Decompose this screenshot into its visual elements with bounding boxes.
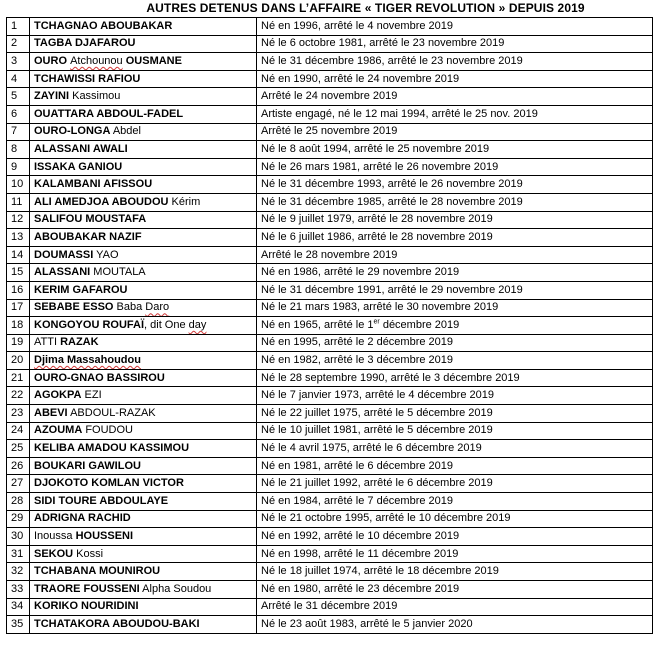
table-row bbox=[7, 53, 653, 71]
detainee-name bbox=[30, 387, 257, 405]
rows.2.name-segment: OUSMANE bbox=[125, 54, 182, 67]
rows.26.name-segment: DJOKOTO KOMLAN VICTOR bbox=[34, 477, 184, 490]
detainees-table bbox=[6, 17, 653, 634]
rows.18.info-segment: Né en 1995, arrêté le 2 décembre 2019 bbox=[261, 336, 454, 349]
rows.2.name-segment: Atchounou bbox=[70, 54, 123, 67]
detainee-name bbox=[30, 475, 257, 493]
row-number: 5 bbox=[7, 88, 30, 106]
detainee-details bbox=[257, 264, 653, 282]
rows.16.name-segment: Daro bbox=[145, 301, 170, 314]
detainee-name bbox=[30, 211, 257, 229]
table-row bbox=[7, 264, 653, 282]
detainee-details bbox=[257, 193, 653, 211]
row-number: 20 bbox=[7, 352, 30, 370]
rows.0.info-segment: Né en 1996, arrêté le 4 novembre 2019 bbox=[261, 19, 454, 32]
rows.29.name-segment: Inoussa bbox=[34, 530, 76, 543]
detainee-details bbox=[257, 299, 653, 317]
rows.20.info-segment: Né le 28 septembre 1990, arrêté le 3 décembre 2019 bbox=[261, 371, 520, 384]
row-number: 27 bbox=[7, 475, 30, 493]
rows.17.name-segment: day bbox=[188, 318, 207, 331]
rows.19.info-segment: Né en 1982, arrêté le 3 décembre 2019 bbox=[261, 354, 454, 367]
rows.32.info-segment: Né en 1980, arrêté le 23 décembre 2019 bbox=[261, 582, 460, 595]
rows.29.info-segment: Né en 1992, arrêté le 10 décembre 2019 bbox=[261, 530, 460, 543]
row-number: 3 bbox=[7, 53, 30, 71]
row-number: 14 bbox=[7, 246, 30, 264]
rows.21.info-segment: Né le 7 janvier 1973, arrêté le 4 décembre 2019 bbox=[261, 389, 494, 402]
detainee-details bbox=[257, 105, 653, 123]
detainee-details bbox=[257, 598, 653, 616]
row-number: 26 bbox=[7, 457, 30, 475]
table-row bbox=[7, 123, 653, 141]
row-number: 4 bbox=[7, 70, 30, 88]
detainee-name bbox=[30, 510, 257, 528]
detainee-name bbox=[30, 440, 257, 458]
detainee-name bbox=[30, 528, 257, 546]
detainee-details bbox=[257, 563, 653, 581]
row-number: 23 bbox=[7, 405, 30, 423]
detainee-details bbox=[257, 18, 653, 36]
row-number: 30 bbox=[7, 528, 30, 546]
detainee-details bbox=[257, 457, 653, 475]
rows.25.info-segment: Né en 1981, arrêté le 6 décembre 2019 bbox=[261, 459, 454, 472]
rows.17.name-segment: KONGOYOU ROUFAÏ bbox=[34, 318, 145, 331]
table-row bbox=[7, 616, 653, 634]
detainee-details bbox=[257, 158, 653, 176]
detainee-details bbox=[257, 211, 653, 229]
detainee-name bbox=[30, 352, 257, 370]
detainee-details bbox=[257, 70, 653, 88]
detainee-details bbox=[257, 475, 653, 493]
rows.7.name-segment: ALASSANI AWALI bbox=[34, 142, 128, 155]
table-row bbox=[7, 440, 653, 458]
rows.18.name-segment: RAZAK bbox=[60, 336, 99, 349]
detainee-name bbox=[30, 18, 257, 36]
rows.12.name-segment: ABOUBAKAR NAZIF bbox=[34, 230, 142, 243]
table-row bbox=[7, 229, 653, 247]
rows.23.info-segment: Né le 10 juillet 1981, arrêté le 5 décembre 2019 bbox=[261, 424, 493, 437]
detainee-details bbox=[257, 440, 653, 458]
rows.23.name-segment: FOUDOU bbox=[82, 424, 134, 437]
rows.22.info-segment: Né le 22 juillet 1975, arrêté le 5 décembre 2019 bbox=[261, 406, 493, 419]
table-row bbox=[7, 141, 653, 159]
detainee-details bbox=[257, 405, 653, 423]
table-row bbox=[7, 246, 653, 264]
detainee-details bbox=[257, 246, 653, 264]
rows.13.info-segment: Arrêté le 28 novembre 2019 bbox=[261, 248, 398, 261]
rows.31.info-segment: Né le 18 juillet 1974, arrêté le 18 décembre 2019 bbox=[261, 565, 499, 578]
detainee-name bbox=[30, 281, 257, 299]
detainee-details bbox=[257, 493, 653, 511]
detainee-name bbox=[30, 457, 257, 475]
rows.17.info-segment: Né en 1965, arrêté le 1 bbox=[261, 318, 374, 331]
rows.2.name-segment: OURO bbox=[34, 54, 71, 67]
rows.6.name-segment: Abdel bbox=[110, 125, 141, 138]
row-number: 11 bbox=[7, 193, 30, 211]
detainee-details bbox=[257, 88, 653, 106]
table-row bbox=[7, 334, 653, 352]
detainee-details bbox=[257, 123, 653, 141]
rows.21.name-segment: AGOKPA bbox=[34, 389, 82, 402]
rows.0.name-segment: TCHAGNAO ABOUBAKAR bbox=[34, 19, 173, 32]
rows.21.name-segment: EZI bbox=[81, 389, 102, 402]
rows.17.info-segment: er bbox=[373, 318, 380, 326]
row-number: 15 bbox=[7, 264, 30, 282]
rows.13.name-segment: YAO bbox=[93, 248, 119, 261]
table-row bbox=[7, 510, 653, 528]
row-number: 25 bbox=[7, 440, 30, 458]
detainee-details bbox=[257, 528, 653, 546]
rows.18.name-segment: ATTI bbox=[34, 336, 61, 349]
detainee-name bbox=[30, 70, 257, 88]
table-row bbox=[7, 387, 653, 405]
table-row bbox=[7, 70, 653, 88]
detainee-details bbox=[257, 35, 653, 53]
table-row bbox=[7, 457, 653, 475]
row-number: 19 bbox=[7, 334, 30, 352]
rows.11.name-segment: SALIFOU MOUSTAFA bbox=[34, 213, 147, 226]
rows.20.name-segment: OURO-GNAO BASSIROU bbox=[34, 371, 165, 384]
document-title: AUTRES DETENUS DANS L’AFFAIRE « TIGER REVOLUTION » DEPUIS 2019 bbox=[146, 1, 585, 15]
table-row bbox=[7, 369, 653, 387]
row-number: 35 bbox=[7, 616, 30, 634]
rows.32.name-segment: Alpha Soudou bbox=[139, 582, 212, 595]
rows.30.name-segment: Kossi bbox=[73, 547, 104, 560]
rows.14.name-segment: MOUTALA bbox=[90, 266, 146, 279]
rows.17.info-segment: décembre 2019 bbox=[379, 318, 460, 331]
rows.4.name-segment: Kassimou bbox=[69, 90, 121, 103]
detainee-name bbox=[30, 141, 257, 159]
rows.15.info-segment: Né le 31 décembre 1991, arrêté le 29 novembre 2019 bbox=[261, 283, 523, 296]
row-number: 8 bbox=[7, 141, 30, 159]
rows.1.info-segment: Né le 6 octobre 1981, arrêté le 23 novembre 2019 bbox=[261, 37, 505, 50]
detainee-name bbox=[30, 317, 257, 335]
detainee-name bbox=[30, 123, 257, 141]
rows.9.name-segment: KALAMBANI AFISSOU bbox=[34, 178, 153, 191]
rows.23.name-segment: AZOUMA bbox=[34, 424, 83, 437]
table-row bbox=[7, 493, 653, 511]
rows.10.name-segment: ALI AMEDJOA ABOUDOU bbox=[34, 195, 169, 208]
detainee-details bbox=[257, 176, 653, 194]
detainee-name bbox=[30, 545, 257, 563]
table-row bbox=[7, 158, 653, 176]
detainee-name bbox=[30, 176, 257, 194]
rows.29.name-segment: HOUSSENI bbox=[75, 530, 134, 543]
rows.34.info-segment: Né le 23 août 1983, arrêté le 5 janvier 2020 bbox=[261, 617, 473, 630]
detainee-name bbox=[30, 581, 257, 599]
rows.32.name-segment: TRAORE FOUSSENI bbox=[34, 582, 140, 595]
rows.12.info-segment: Né le 6 juillet 1986, arrêté le 28 novembre 2019 bbox=[261, 230, 493, 243]
rows.2.info-segment: Né le 31 décembre 1986, arrêté le 23 novembre 2019 bbox=[261, 54, 523, 67]
rows.7.info-segment: Né le 8 août 1994, arrêté le 25 novembre 2019 bbox=[261, 142, 490, 155]
rows.22.name-segment: ABDOUL-RAZAK bbox=[67, 406, 156, 419]
table-row bbox=[7, 18, 653, 36]
table-row bbox=[7, 563, 653, 581]
table-row bbox=[7, 211, 653, 229]
detainee-details bbox=[257, 317, 653, 335]
row-number: 22 bbox=[7, 387, 30, 405]
rows.1.name-segment: TAGBA DJAFAROU bbox=[34, 37, 136, 50]
detainee-details bbox=[257, 141, 653, 159]
row-number: 13 bbox=[7, 229, 30, 247]
table-row bbox=[7, 475, 653, 493]
rows.26.info-segment: Né le 21 juillet 1992, arrêté le 6 décembre 2019 bbox=[261, 477, 493, 490]
rows.16.name-segment: Baba bbox=[113, 301, 146, 314]
table-row bbox=[7, 176, 653, 194]
row-number: 24 bbox=[7, 422, 30, 440]
detainee-details bbox=[257, 229, 653, 247]
table-row bbox=[7, 105, 653, 123]
rows.8.info-segment: Né le 26 mars 1981, arrêté le 26 novembre 2019 bbox=[261, 160, 499, 173]
detainee-name bbox=[30, 105, 257, 123]
row-number: 29 bbox=[7, 510, 30, 528]
rows.9.info-segment: Né le 31 décembre 1993, arrêté le 26 novembre 2019 bbox=[261, 178, 523, 191]
rows.3.info-segment: Né en 1990, arrêté le 24 novembre 2019 bbox=[261, 72, 460, 85]
detainee-name bbox=[30, 334, 257, 352]
rows.5.name-segment: OUATTARA ABDOUL-FADEL bbox=[34, 107, 184, 120]
row-number: 12 bbox=[7, 211, 30, 229]
rows.24.info-segment: Né le 4 avril 1975, arrêté le 6 décembre 2019 bbox=[261, 442, 482, 455]
rows.16.info-segment: Né le 21 mars 1983, arrêté le 30 novembre 2019 bbox=[261, 301, 499, 314]
rows.3.name-segment: TCHAWISSI RAFIOU bbox=[34, 72, 141, 85]
row-number: 21 bbox=[7, 369, 30, 387]
row-number: 31 bbox=[7, 545, 30, 563]
detainee-details bbox=[257, 369, 653, 387]
rows.28.name-segment: ADRIGNA RACHID bbox=[34, 512, 131, 525]
row-number: 18 bbox=[7, 317, 30, 335]
row-number: 7 bbox=[7, 123, 30, 141]
row-number: 16 bbox=[7, 281, 30, 299]
detainee-name bbox=[30, 299, 257, 317]
detainees-table-body bbox=[7, 18, 653, 634]
rows.25.name-segment: BOUKARI GAWILOU bbox=[34, 459, 141, 472]
detainee-name bbox=[30, 158, 257, 176]
detainee-name bbox=[30, 369, 257, 387]
rows.6.info-segment: Arrêté le 25 novembre 2019 bbox=[261, 125, 398, 138]
detainee-name bbox=[30, 246, 257, 264]
row-number: 17 bbox=[7, 299, 30, 317]
row-number: 1 bbox=[7, 18, 30, 36]
rows.10.name-segment: Kérim bbox=[168, 195, 201, 208]
row-number: 2 bbox=[7, 35, 30, 53]
rows.27.name-segment: SIDI TOURE ABDOULAYE bbox=[34, 494, 169, 507]
detainee-details bbox=[257, 581, 653, 599]
detainee-name bbox=[30, 405, 257, 423]
rows.28.info-segment: Né le 21 octobre 1995, arrêté le 10 décembre 2019 bbox=[261, 512, 511, 525]
rows.5.info-segment: Artiste engagé, né le 12 mai 1994, arrêté le 25 nov. 2019 bbox=[261, 107, 538, 120]
rows.14.info-segment: Né en 1986, arrêté le 29 novembre 2019 bbox=[261, 266, 460, 279]
detainee-details bbox=[257, 352, 653, 370]
detainee-name bbox=[30, 229, 257, 247]
rows.31.name-segment: TCHABANA MOUNIROU bbox=[34, 565, 161, 578]
table-row bbox=[7, 281, 653, 299]
table-row bbox=[7, 88, 653, 106]
rows.14.name-segment: ALASSANI bbox=[34, 266, 91, 279]
rows.22.name-segment: ABEVI bbox=[34, 406, 68, 419]
detainee-name bbox=[30, 88, 257, 106]
table-row bbox=[7, 193, 653, 211]
detainee-name bbox=[30, 264, 257, 282]
rows.27.info-segment: Né en 1984, arrêté le 7 décembre 2019 bbox=[261, 494, 454, 507]
rows.24.name-segment: KELIBA AMADOU KASSIMOU bbox=[34, 442, 190, 455]
detainee-name bbox=[30, 422, 257, 440]
detainee-name bbox=[30, 493, 257, 511]
table-row bbox=[7, 528, 653, 546]
rows.34.name-segment: TCHATAKORA ABOUDOU-BAKI bbox=[34, 617, 200, 630]
rows.11.info-segment: Né le 9 juillet 1979, arrêté le 28 novembre 2019 bbox=[261, 213, 493, 226]
table-row bbox=[7, 35, 653, 53]
row-number: 10 bbox=[7, 176, 30, 194]
row-number: 33 bbox=[7, 581, 30, 599]
detainee-details bbox=[257, 281, 653, 299]
rows.30.name-segment: SEKOU bbox=[34, 547, 74, 560]
detainee-name bbox=[30, 598, 257, 616]
row-number: 34 bbox=[7, 598, 30, 616]
detainee-details bbox=[257, 616, 653, 634]
row-number: 9 bbox=[7, 158, 30, 176]
table-row bbox=[7, 405, 653, 423]
detainee-name bbox=[30, 193, 257, 211]
detainee-details bbox=[257, 422, 653, 440]
detainee-name bbox=[30, 35, 257, 53]
table-row bbox=[7, 352, 653, 370]
detainee-details bbox=[257, 545, 653, 563]
rows.30.info-segment: Né en 1998, arrêté le 11 décembre 2019 bbox=[261, 547, 459, 560]
rows.4.name-segment: ZAYINI bbox=[34, 90, 70, 103]
rows.33.name-segment: KORIKO NOURIDINI bbox=[34, 600, 139, 613]
rows.19.name-segment: Djima Massahoudou bbox=[34, 354, 141, 367]
detainee-details bbox=[257, 387, 653, 405]
rows.13.name-segment: DOUMASSI bbox=[34, 248, 94, 261]
detainee-name bbox=[30, 53, 257, 71]
table-row bbox=[7, 545, 653, 563]
table-row bbox=[7, 422, 653, 440]
detainee-details bbox=[257, 334, 653, 352]
rows.8.name-segment: ISSAKA GANIOU bbox=[34, 160, 123, 173]
table-row bbox=[7, 581, 653, 599]
row-number: 6 bbox=[7, 105, 30, 123]
detainee-name bbox=[30, 563, 257, 581]
detainee-name bbox=[30, 616, 257, 634]
rows.15.name-segment: KERIM GAFAROU bbox=[34, 283, 128, 296]
detainee-details bbox=[257, 53, 653, 71]
table-row bbox=[7, 598, 653, 616]
rows.33.info-segment: Arrêté le 31 décembre 2019 bbox=[261, 600, 398, 613]
rows.17.name-segment: , dit One bbox=[144, 318, 189, 331]
rows.16.name-segment: SEBABE ESSO bbox=[34, 301, 114, 314]
table-row bbox=[7, 317, 653, 335]
rows.10.info-segment: Né le 31 décembre 1985, arrêté le 28 novembre 2019 bbox=[261, 195, 523, 208]
table-row bbox=[7, 299, 653, 317]
rows.6.name-segment: OURO-LONGA bbox=[34, 125, 111, 138]
row-number: 32 bbox=[7, 563, 30, 581]
rows.4.info-segment: Arrêté le 24 novembre 2019 bbox=[261, 90, 398, 103]
row-number: 28 bbox=[7, 493, 30, 511]
detainee-details bbox=[257, 510, 653, 528]
